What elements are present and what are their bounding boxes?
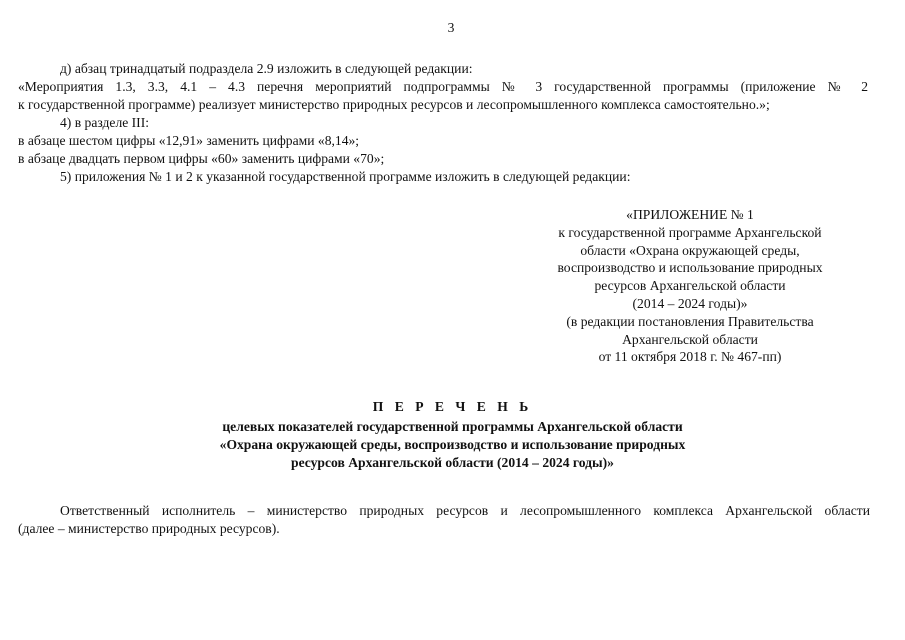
appendix-line: «ПРИЛОЖЕНИЕ № 1 bbox=[626, 207, 754, 222]
quote-line-2: к государственной программе) реализует министерство природных ресурсов и лесопромышленного комплекса самостоятельно.»; bbox=[18, 97, 770, 112]
paragraph-4-item-2: в абзаце двадцать первом цифры «60» заменить цифрами «70»; bbox=[18, 151, 385, 166]
title-line-2: «Охрана окружающей среды, воспроизводство и использование природных bbox=[219, 437, 686, 452]
appendix-line: (в редакции постановления Правительства bbox=[566, 313, 814, 329]
appendix-line: воспроизводство и использование природных bbox=[557, 260, 823, 276]
appendix-header bbox=[520, 206, 860, 366]
responsible-line-1: Ответственный исполнитель – министерство природных ресурсов и лесопромышленного комплекса Архангельской области bbox=[60, 503, 870, 518]
paragraph-5: 5) приложения № 1 и 2 к указанной государственной программе изложить в следующей редакции: bbox=[60, 169, 631, 184]
appendix-line: (2014 – 2024 годы)» bbox=[632, 295, 748, 311]
appendix-line: области «Охрана окружающей среды, bbox=[580, 242, 800, 258]
appendix-line: ресурсов Архангельской области bbox=[594, 278, 786, 294]
appendix-line: к государственной программе Архангельской bbox=[558, 224, 822, 240]
title-line-1: целевых показателей государственной программы Архангельской области bbox=[222, 419, 683, 434]
paragraph-4: 4) в разделе III: bbox=[60, 115, 150, 130]
appendix-line: от 11 октября 2018 г. № 467-пп) bbox=[598, 349, 782, 365]
paragraph-d: д) абзац тринадцатый подраздела 2.9 изложить в следующей редакции: bbox=[60, 61, 473, 76]
title-line-3: ресурсов Архангельской области (2014 – 2024 годы)» bbox=[291, 455, 614, 470]
page-number: 3 bbox=[447, 20, 455, 35]
appendix-line: Архангельской области bbox=[622, 331, 758, 347]
paragraph-4-item-1: в абзаце шестом цифры «12,91» заменить цифрами «8,14»; bbox=[18, 133, 360, 148]
responsible-line-2: (далее – министерство природных ресурсов). bbox=[18, 521, 280, 536]
quote-line-1: «Мероприятия 1.3, 3.3, 4.1 – 4.3 перечня мероприятий подпрограммы № 3 государственной программы (приложение № 2 bbox=[18, 79, 868, 94]
document-title: П Е Р Е Ч Е Н Ь bbox=[372, 399, 533, 414]
